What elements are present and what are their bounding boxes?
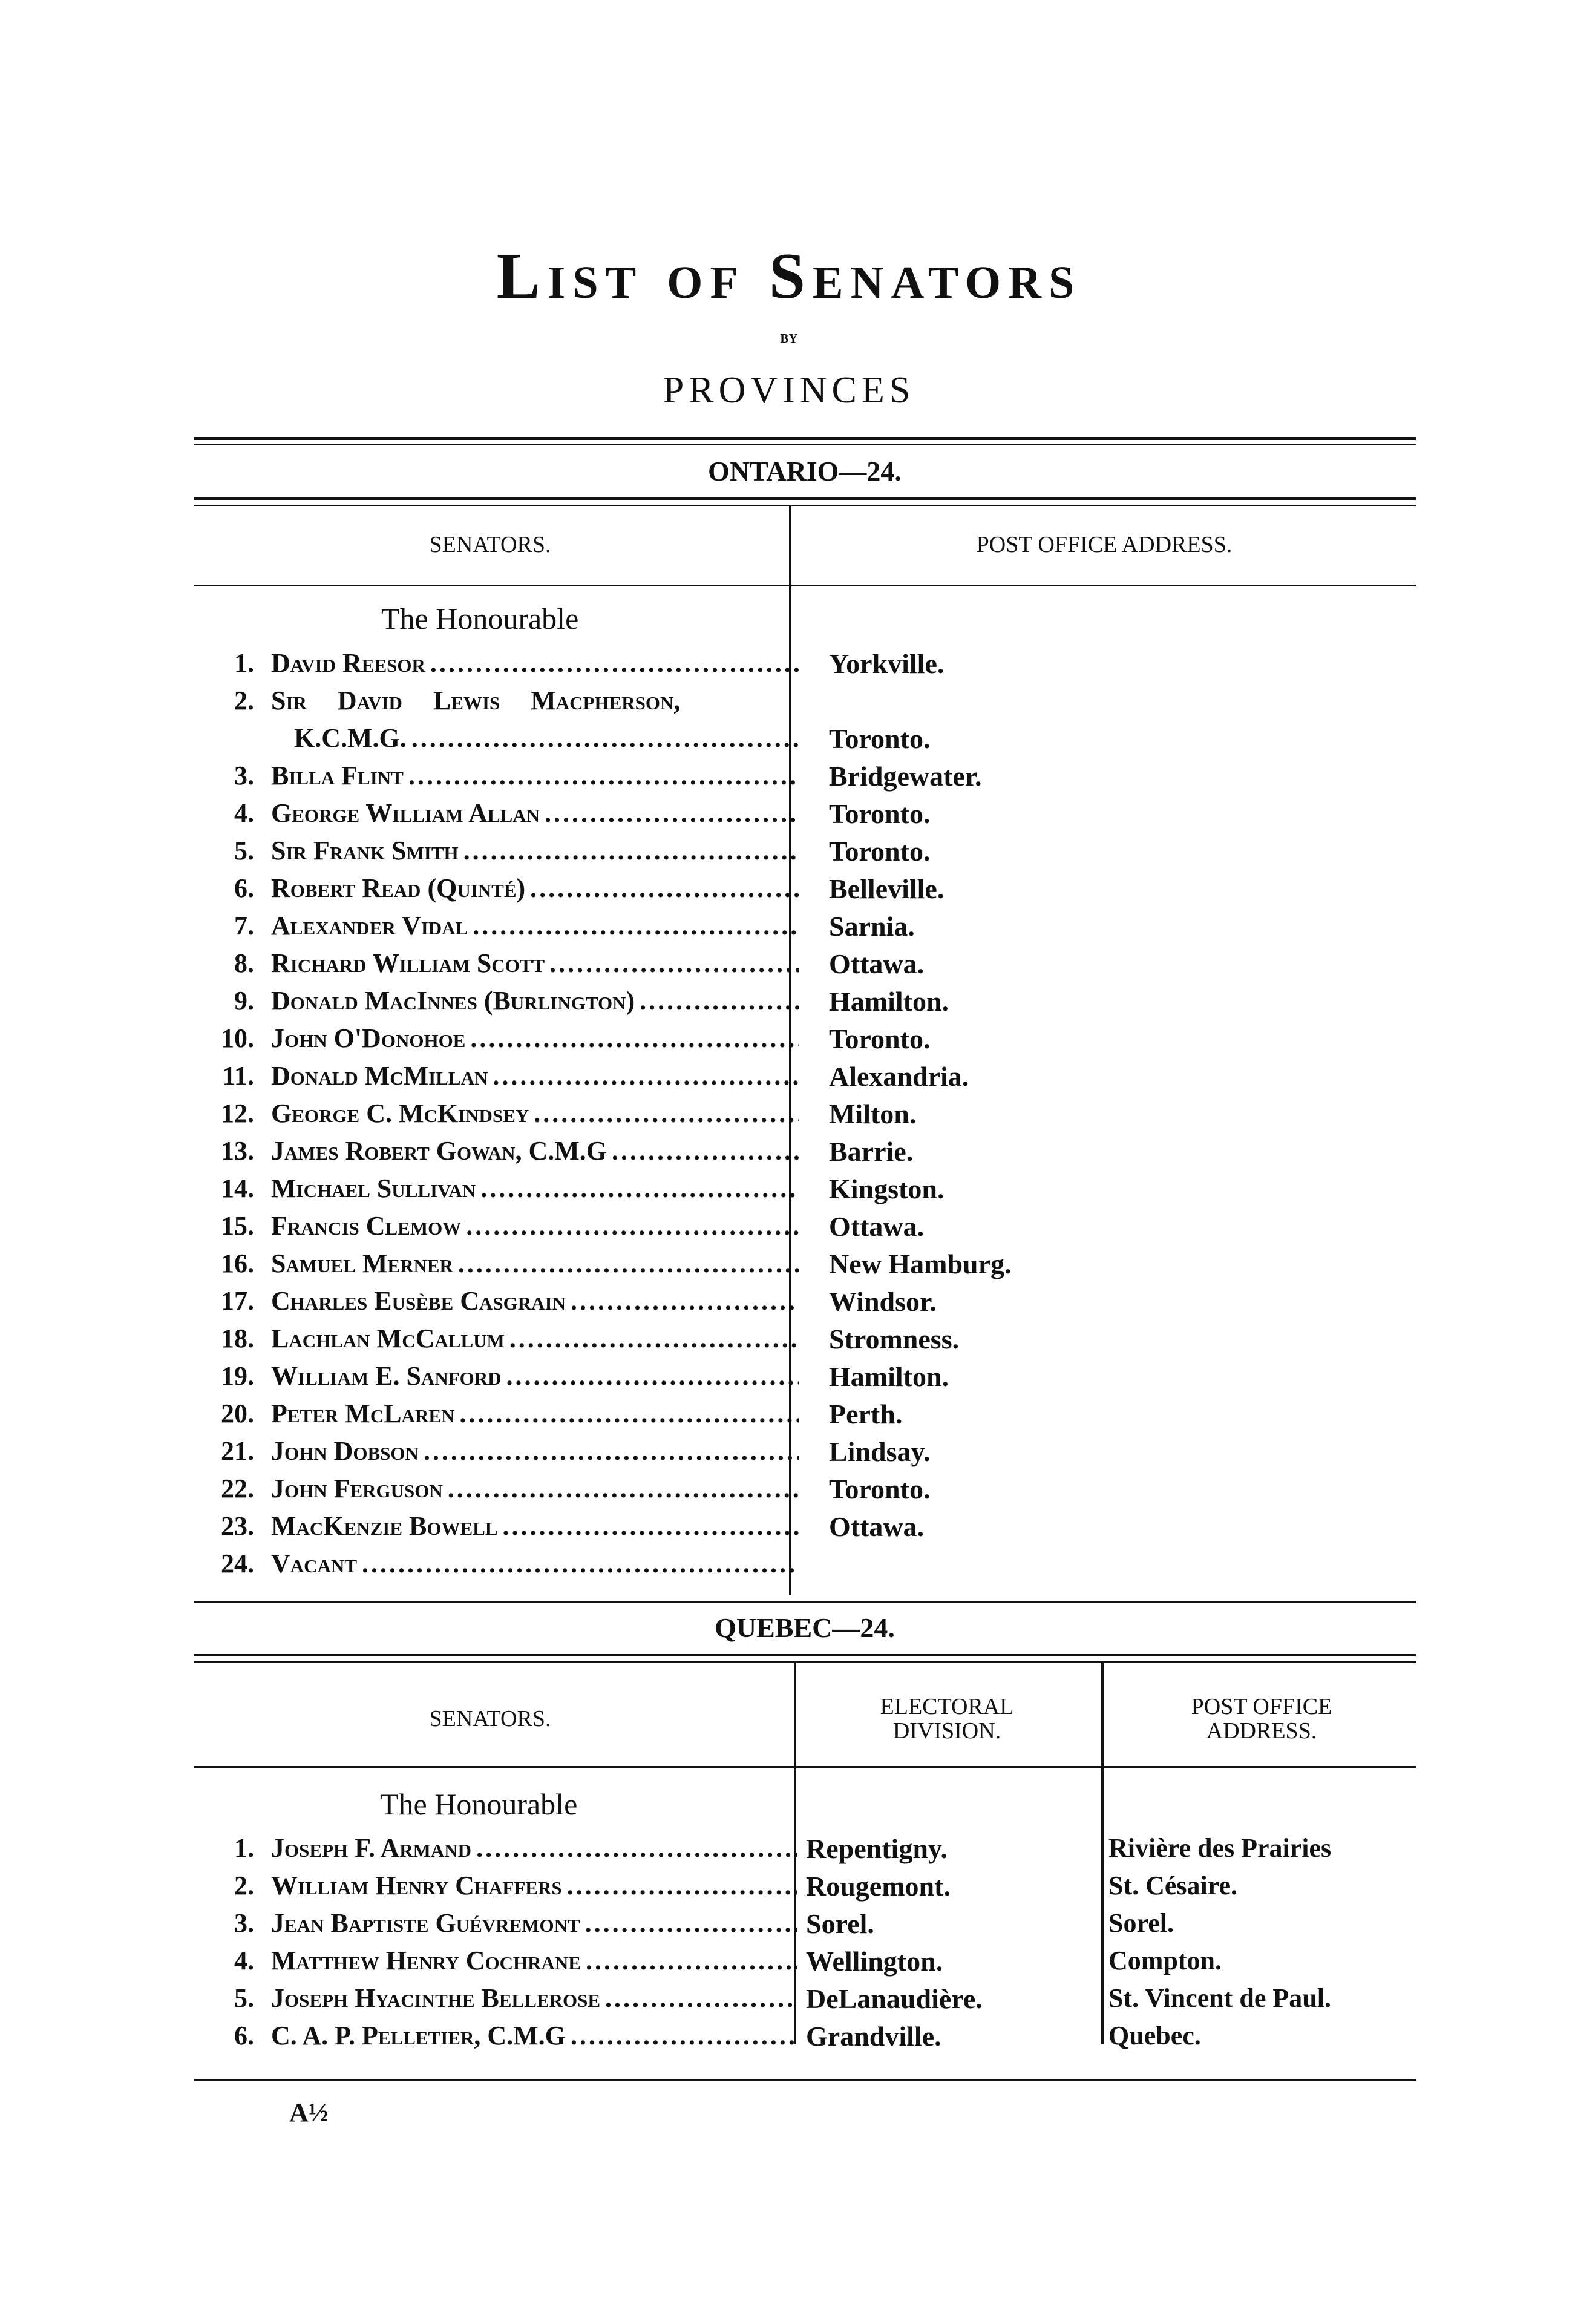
leader-dots <box>585 1908 797 1938</box>
leader-dots <box>362 1548 799 1579</box>
post-office-address: Toronto. <box>829 798 931 829</box>
senator-name: John O'Donohoe <box>271 1023 466 1053</box>
row-number: 6. <box>234 2021 254 2050</box>
table-row <box>194 1436 1416 1473</box>
post-office-address: Toronto. <box>829 1023 931 1054</box>
leader-dots <box>567 1870 797 1901</box>
senator-name-wrap <box>271 648 799 685</box>
row-number: 17. <box>221 1286 254 1316</box>
row-number: 22. <box>221 1474 254 1503</box>
senator-name-wrap <box>271 1511 799 1548</box>
post-office-address: Alexandria. <box>829 1061 969 1092</box>
row-number: 1. <box>234 648 254 678</box>
row-number: 12. <box>221 1098 254 1128</box>
row-number: 5. <box>234 836 254 865</box>
leader-dots <box>530 873 799 904</box>
table-row <box>194 760 1416 798</box>
ontario-heading: ONTARIO—24. <box>708 456 902 487</box>
table-row <box>194 1398 1416 1436</box>
page-title: List of Senators <box>496 240 1082 312</box>
senator-name: Vacant <box>271 1549 358 1578</box>
post-office-address: Kingston. <box>829 1173 945 1204</box>
post-office-address: Ottawa. <box>829 1211 925 1242</box>
senator-name-wrap <box>271 760 799 798</box>
electoral-division: DeLanaudière. <box>806 1983 983 2014</box>
senator-name-wrap <box>271 1248 799 1285</box>
quebec-bottom-rule <box>194 2079 1416 2081</box>
post-office-address: Compton. <box>1108 1946 1222 1975</box>
leader-dots <box>424 1436 799 1466</box>
post-office-address: Rivière des Prairies <box>1108 1833 1332 1863</box>
post-office-address: Toronto. <box>829 1474 931 1505</box>
senator-name-wrap <box>271 798 799 835</box>
row-number: 24. <box>221 1549 254 1578</box>
leader-dots <box>549 948 799 979</box>
row-number: 5. <box>234 1983 254 2013</box>
post-office-address: Sarnia. <box>829 911 915 942</box>
senator-name-wrap <box>271 1436 799 1473</box>
senator-name-wrap <box>271 1983 797 2020</box>
leader-dots <box>545 798 799 829</box>
table-row <box>194 1361 1416 1398</box>
senator-name-line2: K.C.M.G. <box>294 723 407 753</box>
senator-name-wrap <box>271 1098 799 1135</box>
senator-name-wrap <box>271 1908 797 1945</box>
electoral-division: Repentigny. <box>806 1833 948 1864</box>
post-office-address: Yorkville. <box>829 648 945 679</box>
post-office-address: New Hamburg. <box>829 1249 1012 1279</box>
post-office-address: Milton. <box>829 1098 917 1129</box>
senator-name-wrap <box>271 1870 797 1908</box>
leader-dots <box>480 1173 799 1204</box>
ontario-bottom-rule <box>194 1601 1416 1603</box>
ontario-heading-rule-2 <box>194 505 1416 506</box>
table-row <box>194 1908 1416 1945</box>
senator-name-wrap <box>271 1210 799 1248</box>
senator-name: Richard William Scott <box>271 948 545 978</box>
table-row <box>194 1098 1416 1135</box>
senator-name <box>271 685 799 760</box>
senator-name-wrap <box>271 1285 799 1323</box>
row-number: 6. <box>234 873 254 903</box>
senator-name-wrap <box>271 835 799 873</box>
senator-name-wrap <box>271 910 799 948</box>
senator-name-wrap <box>271 2020 797 2058</box>
senator-name-wrap <box>271 1023 799 1060</box>
quebec-col-senators: SENATORS. <box>429 1706 551 1732</box>
electoral-division: Rougemont. <box>806 1871 951 1902</box>
row-number: 3. <box>234 761 254 790</box>
row-number: 11. <box>222 1061 254 1091</box>
post-office-address: Lindsay. <box>829 1436 931 1467</box>
senator-name: David Reesor <box>271 648 425 678</box>
senator-name-wrap <box>271 1060 799 1098</box>
senator-name: C. A. P. Pelletier, C.M.G <box>271 2021 566 2050</box>
table-row <box>194 1945 1416 1983</box>
row-number: 9. <box>234 986 254 1016</box>
quebec-heading: QUEBEC—24. <box>715 1612 895 1643</box>
post-office-address: Quebec. <box>1108 2021 1201 2050</box>
senator-name-wrap <box>271 1361 799 1398</box>
electoral-division: Grandville. <box>806 2021 941 2052</box>
quebec-heading-rule-2 <box>194 1661 1416 1663</box>
senator-name: Jean Baptiste Guévremont <box>271 1908 580 1938</box>
senator-name: Donald MacInnes (Burlington) <box>271 986 635 1016</box>
senator-name-wrap <box>271 1135 799 1173</box>
electoral-division: Sorel. <box>806 1908 874 1939</box>
leader-dots <box>586 1945 797 1976</box>
table-row <box>194 1060 1416 1098</box>
senator-name: Alexander Vidal <box>271 911 468 940</box>
leader-dots <box>612 1135 799 1166</box>
post-office-address: Windsor. <box>829 1286 937 1317</box>
table-row <box>194 1173 1416 1210</box>
row-number: 23. <box>221 1511 254 1541</box>
senator-name: Billa Flint <box>271 761 404 790</box>
quebec-colhead-rule <box>194 1766 1416 1768</box>
post-office-address: Perth. <box>829 1399 903 1430</box>
leader-dots <box>493 1060 799 1091</box>
post-office-address: Barrie. <box>829 1136 914 1167</box>
leader-dots <box>408 760 799 791</box>
row-number: 14. <box>221 1173 254 1203</box>
senator-name: Robert Read (Quinté) <box>271 873 526 903</box>
senator-name: Peter McLaren <box>271 1399 455 1428</box>
table-row <box>194 685 1416 760</box>
senator-name-wrap <box>271 985 799 1023</box>
ontario-col-senators: SENATORS. <box>429 532 551 557</box>
leader-dots <box>463 835 799 866</box>
senator-name: John Dobson <box>271 1436 419 1466</box>
senator-name-wrap <box>271 1173 799 1210</box>
senator-name: William E. Sanford <box>271 1361 502 1391</box>
senator-name: Samuel Merner <box>271 1249 453 1278</box>
table-row <box>194 910 1416 948</box>
ontario-colhead-rule <box>194 585 1416 586</box>
senator-name: William Henry Chaffers <box>271 1871 562 1900</box>
leader-dots <box>503 1511 799 1541</box>
post-office-address: Ottawa. <box>829 948 925 979</box>
row-number: 13. <box>221 1136 254 1166</box>
leader-dots <box>605 1983 797 2014</box>
senator-name-wrap <box>271 873 799 910</box>
senator-name: Donald McMillan <box>271 1061 488 1091</box>
senator-name-wrap <box>271 1323 799 1361</box>
senator-name: MacKenzie Bowell <box>271 1511 498 1541</box>
quebec-heading-rule-1 <box>194 1654 1416 1656</box>
table-row <box>194 2020 1416 2058</box>
leader-dots <box>470 1023 799 1054</box>
post-office-address: Hamilton. <box>829 1361 949 1392</box>
ontario-top-rule-1 <box>194 437 1416 440</box>
ontario-heading-rule-1 <box>194 497 1416 500</box>
leader-dots <box>640 985 799 1016</box>
leader-dots <box>534 1098 799 1129</box>
table-row <box>194 1833 1416 1870</box>
leader-dots <box>466 1210 799 1241</box>
table-row <box>194 873 1416 910</box>
table-row <box>194 835 1416 873</box>
senator-name-wrap <box>271 948 799 985</box>
senator-name: George C. McKindsey <box>271 1098 529 1128</box>
post-office-address: Ottawa. <box>829 1511 925 1542</box>
senator-name-line1: Sir David Lewis Macpherson, <box>271 686 681 715</box>
row-number: 4. <box>234 1946 254 1975</box>
senator-name: Joseph Hyacinthe Bellerose <box>271 1983 601 2013</box>
senator-name-wrap <box>271 1398 799 1436</box>
quebec-honourable: The Honourable <box>380 1787 578 1821</box>
post-office-address: St. Césaire. <box>1108 1871 1238 1900</box>
senator-name: George William Allan <box>271 798 540 828</box>
electoral-division: Wellington. <box>806 1946 943 1977</box>
post-office-address: Toronto. <box>829 723 931 754</box>
senator-name-wrap <box>271 1833 797 1870</box>
table-row <box>194 1135 1416 1173</box>
leader-dots <box>509 1323 799 1354</box>
table-row <box>194 1210 1416 1248</box>
quebec-col-address-line1: POST OFFICE <box>1191 1694 1332 1719</box>
table-row <box>194 1870 1416 1908</box>
senator-name-wrap <box>271 1548 799 1586</box>
table-row <box>194 1323 1416 1361</box>
quebec-col-address-line2: ADDRESS. <box>1206 1718 1317 1744</box>
leader-dots <box>458 1248 799 1279</box>
senator-name: Lachlan McCallum <box>271 1324 505 1353</box>
quebec-col-division-line1: ELECTORAL <box>880 1694 1014 1719</box>
ontario-honourable: The Honourable <box>381 602 579 635</box>
row-number: 16. <box>221 1249 254 1278</box>
leader-dots <box>448 1473 799 1504</box>
leader-dots <box>476 1833 797 1863</box>
table-row <box>194 1023 1416 1060</box>
table-row <box>194 798 1416 835</box>
row-number: 2. <box>234 686 254 715</box>
senator-name: Joseph F. Armand <box>271 1833 472 1863</box>
post-office-address: Toronto. <box>829 836 931 867</box>
leader-dots <box>430 648 799 678</box>
table-row <box>194 1548 1416 1586</box>
row-number: 1. <box>234 1833 254 1863</box>
senator-name-wrap <box>271 1473 799 1511</box>
leader-dots <box>473 910 799 941</box>
post-office-address: Hamilton. <box>829 986 949 1017</box>
table-row <box>194 1983 1416 2020</box>
ontario-top-rule-2 <box>194 444 1416 445</box>
title-by: by <box>780 327 798 347</box>
row-number: 7. <box>234 911 254 940</box>
ontario-col-address: POST OFFICE ADDRESS. <box>976 532 1233 557</box>
signature-mark: A½ <box>289 2098 329 2127</box>
senator-name: Sir Frank Smith <box>271 836 459 865</box>
quebec-col-division-line2: DIVISION. <box>892 1718 1001 1744</box>
table-row <box>194 1511 1416 1548</box>
senator-name: Francis Clemow <box>271 1211 462 1241</box>
table-row <box>194 648 1416 685</box>
senator-name-wrap <box>271 1945 797 1983</box>
senator-name: Charles Eusèbe Casgrain <box>271 1286 566 1316</box>
senator-name: John Ferguson <box>271 1474 443 1503</box>
row-number: 4. <box>234 798 254 828</box>
table-row <box>194 1285 1416 1323</box>
senator-name: Michael Sullivan <box>271 1173 476 1203</box>
leader-dots <box>411 723 799 753</box>
row-number: 18. <box>221 1324 254 1353</box>
row-number: 15. <box>221 1211 254 1241</box>
senator-name: James Robert Gowan, C.M.G <box>271 1136 607 1166</box>
post-office-address: Bridgewater. <box>829 761 982 792</box>
row-number: 21. <box>221 1436 254 1466</box>
row-number: 3. <box>234 1908 254 1938</box>
row-number: 20. <box>221 1399 254 1428</box>
post-office-address: Sorel. <box>1108 1908 1174 1938</box>
leader-dots <box>571 1285 799 1316</box>
post-office-address: St. Vincent de Paul. <box>1108 1983 1331 2013</box>
table-row <box>194 1248 1416 1285</box>
leader-dots <box>459 1398 799 1429</box>
row-number: 8. <box>234 948 254 978</box>
post-office-address: Stromness. <box>829 1324 960 1354</box>
senator-name-line2-wrap <box>271 723 799 760</box>
table-row <box>194 1473 1416 1511</box>
row-number: 10. <box>221 1023 254 1053</box>
page-subtitle: PROVINCES <box>663 370 915 411</box>
row-number: 19. <box>221 1361 254 1391</box>
leader-dots <box>571 2020 797 2051</box>
post-office-address: Belleville. <box>829 873 945 904</box>
table-row <box>194 985 1416 1023</box>
row-number: 2. <box>234 1871 254 1900</box>
senator-name: Matthew Henry Cochrane <box>271 1946 581 1975</box>
table-row <box>194 948 1416 985</box>
leader-dots <box>506 1361 799 1391</box>
